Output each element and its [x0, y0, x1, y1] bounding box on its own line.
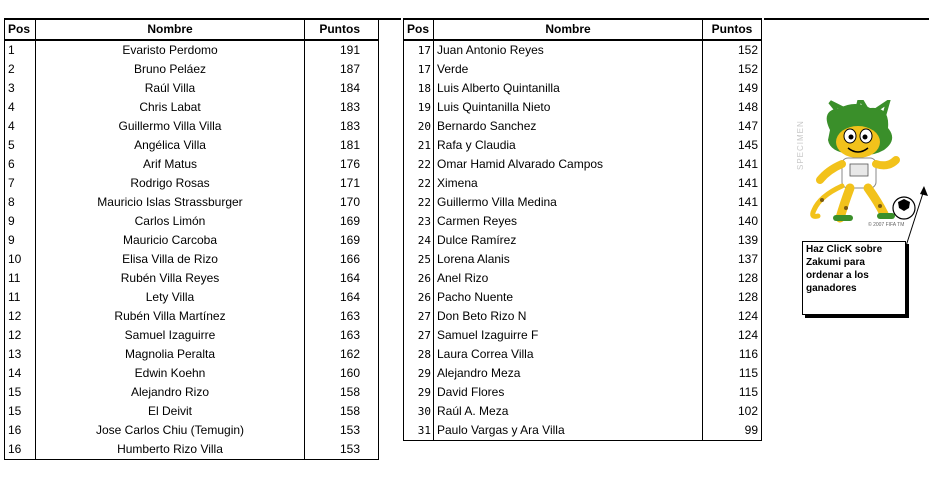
points-cell: 124 [703, 307, 762, 326]
ranking-table-left [4, 18, 379, 460]
table-row [5, 421, 379, 440]
points-cell: 183 [305, 117, 379, 136]
name-cell: Elisa Villa de Rizo [36, 250, 305, 269]
points-cell: 152 [703, 40, 762, 60]
points-cell: 124 [703, 326, 762, 345]
pos-cell: 17 [404, 60, 434, 79]
pos-cell: 22 [404, 155, 434, 174]
pos-cell: 10 [5, 250, 36, 269]
table-row [5, 155, 379, 174]
name-cell: Arif Matus [36, 155, 305, 174]
name-cell: Anel Rizo [434, 269, 703, 288]
points-cell: 147 [703, 117, 762, 136]
points-cell: 139 [703, 231, 762, 250]
name-cell: David Flores [434, 383, 703, 402]
name-cell: Luis Quintanilla Nieto [434, 98, 703, 117]
table-row [5, 364, 379, 383]
points-cell: 163 [305, 307, 379, 326]
pos-cell: 2 [5, 60, 36, 79]
points-cell: 128 [703, 269, 762, 288]
header-row [404, 19, 762, 40]
pos-cell: 1 [5, 40, 36, 60]
pos-cell: 6 [5, 155, 36, 174]
table-row [5, 60, 379, 79]
pos-cell: 24 [404, 231, 434, 250]
points-cell: 162 [305, 345, 379, 364]
name-cell: Pacho Nuente [434, 288, 703, 307]
pos-cell: 29 [404, 364, 434, 383]
pos-cell: 29 [404, 383, 434, 402]
table-row [404, 79, 762, 98]
header-separator-right [764, 18, 929, 20]
name-cell: Alejandro Rizo [36, 383, 305, 402]
header-name: Nombre [36, 19, 305, 40]
name-cell: Jose Carlos Chiu (Temugin) [36, 421, 305, 440]
points-cell: 115 [703, 364, 762, 383]
points-cell: 160 [305, 364, 379, 383]
name-cell: Luis Alberto Quintanilla [434, 79, 703, 98]
pos-cell: 16 [5, 421, 36, 440]
points-cell: 187 [305, 60, 379, 79]
name-cell: Angélica Villa [36, 136, 305, 155]
table-row [404, 212, 762, 231]
pos-cell: 12 [5, 307, 36, 326]
name-cell: Rafa y Claudia [434, 136, 703, 155]
points-cell: 171 [305, 174, 379, 193]
points-cell: 153 [305, 440, 379, 460]
table-row [5, 40, 379, 60]
table-row [5, 345, 379, 364]
name-cell: Samuel Izaguirre [36, 326, 305, 345]
table-row [5, 269, 379, 288]
name-cell: Humberto Rizo Villa [36, 440, 305, 460]
pos-cell: 19 [404, 98, 434, 117]
name-cell: Edwin Koehn [36, 364, 305, 383]
table-row [5, 136, 379, 155]
table-row [404, 98, 762, 117]
zakumi-mascot-icon[interactable] [800, 100, 920, 230]
pos-cell: 22 [404, 174, 434, 193]
header-pos: Pos [404, 19, 434, 40]
table-row [404, 383, 762, 402]
points-cell: 141 [703, 193, 762, 212]
points-cell: 141 [703, 155, 762, 174]
points-cell: 145 [703, 136, 762, 155]
header-row [5, 19, 379, 40]
table-row [404, 307, 762, 326]
points-cell: 166 [305, 250, 379, 269]
table-row [5, 250, 379, 269]
table-row [5, 440, 379, 460]
pos-cell: 4 [5, 117, 36, 136]
name-cell: Raúl A. Meza [434, 402, 703, 421]
table-row [5, 326, 379, 345]
points-cell: 158 [305, 402, 379, 421]
table-row [5, 193, 379, 212]
name-cell: Dulce Ramírez [434, 231, 703, 250]
pos-cell: 28 [404, 345, 434, 364]
pos-cell: 15 [5, 383, 36, 402]
header-pos: Pos [5, 19, 36, 40]
table-row [5, 307, 379, 326]
pos-cell: 31 [404, 421, 434, 441]
name-cell: El Deivit [36, 402, 305, 421]
name-cell: Raúl Villa [36, 79, 305, 98]
pos-cell: 9 [5, 231, 36, 250]
pos-cell: 16 [5, 440, 36, 460]
points-cell: 170 [305, 193, 379, 212]
name-cell: Rodrigo Rosas [36, 174, 305, 193]
table-row [404, 250, 762, 269]
table-row [404, 155, 762, 174]
table-row [5, 383, 379, 402]
pos-cell: 13 [5, 345, 36, 364]
pos-cell: 5 [5, 136, 36, 155]
points-cell: 184 [305, 79, 379, 98]
name-cell: Verde [434, 60, 703, 79]
name-cell: Don Beto Rizo N [434, 307, 703, 326]
name-cell: Lety Villa [36, 288, 305, 307]
points-cell: 149 [703, 79, 762, 98]
name-cell: Samuel Izaguirre F [434, 326, 703, 345]
pos-cell: 9 [5, 212, 36, 231]
points-cell: 169 [305, 212, 379, 231]
points-cell: 102 [703, 402, 762, 421]
table-row [404, 345, 762, 364]
name-cell: Rubén Villa Martínez [36, 307, 305, 326]
points-cell: 116 [703, 345, 762, 364]
pos-cell: 26 [404, 288, 434, 307]
pos-cell: 21 [404, 136, 434, 155]
pointer-arrow-icon [904, 184, 929, 248]
pos-cell: 18 [404, 79, 434, 98]
points-cell: 176 [305, 155, 379, 174]
pos-cell: 25 [404, 250, 434, 269]
points-cell: 152 [703, 60, 762, 79]
table-row [404, 136, 762, 155]
table-row [404, 117, 762, 136]
table-row [5, 402, 379, 421]
points-cell: 164 [305, 269, 379, 288]
pos-cell: 30 [404, 402, 434, 421]
table-row [404, 421, 762, 441]
table-row [5, 98, 379, 117]
name-cell: Alejandro Meza [434, 364, 703, 383]
table-row [5, 212, 379, 231]
table-row [404, 402, 762, 421]
name-cell: Omar Hamid Alvarado Campos [434, 155, 703, 174]
header-points: Puntos [305, 19, 379, 40]
specimen-watermark: SPECIMEN [796, 120, 805, 170]
name-cell: Magnolia Peralta [36, 345, 305, 364]
points-cell: 140 [703, 212, 762, 231]
table-row [404, 288, 762, 307]
name-cell: Laura Correa Villa [434, 345, 703, 364]
pos-cell: 7 [5, 174, 36, 193]
name-cell: Mauricio Islas Strassburger [36, 193, 305, 212]
pos-cell: 26 [404, 269, 434, 288]
name-cell: Carlos Limón [36, 212, 305, 231]
points-cell: 137 [703, 250, 762, 269]
points-cell: 181 [305, 136, 379, 155]
table-row [404, 60, 762, 79]
table-row [404, 40, 762, 60]
pos-cell: 23 [404, 212, 434, 231]
name-cell: Ximena [434, 174, 703, 193]
name-cell: Paulo Vargas y Ara Villa [434, 421, 703, 441]
pos-cell: 15 [5, 402, 36, 421]
pos-cell: 8 [5, 193, 36, 212]
points-cell: 169 [305, 231, 379, 250]
sort-instruction-note: Haz ClicK sobre Zakumi para ordenar a los ganadores [802, 241, 906, 315]
pos-cell: 27 [404, 307, 434, 326]
pos-cell: 20 [404, 117, 434, 136]
pos-cell: 17 [404, 40, 434, 60]
name-cell: Chris Labat [36, 98, 305, 117]
name-cell: Bernardo Sanchez [434, 117, 703, 136]
points-cell: 191 [305, 40, 379, 60]
table-row [404, 174, 762, 193]
name-cell: Carmen Reyes [434, 212, 703, 231]
table-row [5, 117, 379, 136]
table-row [5, 174, 379, 193]
pos-cell: 11 [5, 269, 36, 288]
table-row [5, 231, 379, 250]
name-cell: Guillermo Villa Medina [434, 193, 703, 212]
name-cell: Mauricio Carcoba [36, 231, 305, 250]
name-cell: Bruno Peláez [36, 60, 305, 79]
points-cell: 158 [305, 383, 379, 402]
name-cell: Evaristo Perdomo [36, 40, 305, 60]
table-row [404, 193, 762, 212]
points-cell: 141 [703, 174, 762, 193]
points-cell: 163 [305, 326, 379, 345]
pos-cell: 22 [404, 193, 434, 212]
pos-cell: 14 [5, 364, 36, 383]
points-cell: 148 [703, 98, 762, 117]
points-cell: 183 [305, 98, 379, 117]
points-cell: 115 [703, 383, 762, 402]
name-cell: Guillermo Villa Villa [36, 117, 305, 136]
name-cell: Lorena Alanis [434, 250, 703, 269]
pos-cell: 12 [5, 326, 36, 345]
pos-cell: 4 [5, 98, 36, 117]
points-cell: 128 [703, 288, 762, 307]
name-cell: Rubén Villa Reyes [36, 269, 305, 288]
table-row [404, 364, 762, 383]
pos-cell: 3 [5, 79, 36, 98]
table-row [404, 231, 762, 250]
table-row [404, 269, 762, 288]
ranking-table-right [403, 18, 762, 441]
header-name: Nombre [434, 19, 703, 40]
points-cell: 164 [305, 288, 379, 307]
table-row [5, 288, 379, 307]
pos-cell: 11 [5, 288, 36, 307]
pos-cell: 27 [404, 326, 434, 345]
table-row [5, 79, 379, 98]
table-row [404, 326, 762, 345]
header-points: Puntos [703, 19, 762, 40]
points-cell: 99 [703, 421, 762, 441]
fifa-copyright: © 2007 FIFA TM [868, 222, 905, 228]
points-cell: 153 [305, 421, 379, 440]
name-cell: Juan Antonio Reyes [434, 40, 703, 60]
